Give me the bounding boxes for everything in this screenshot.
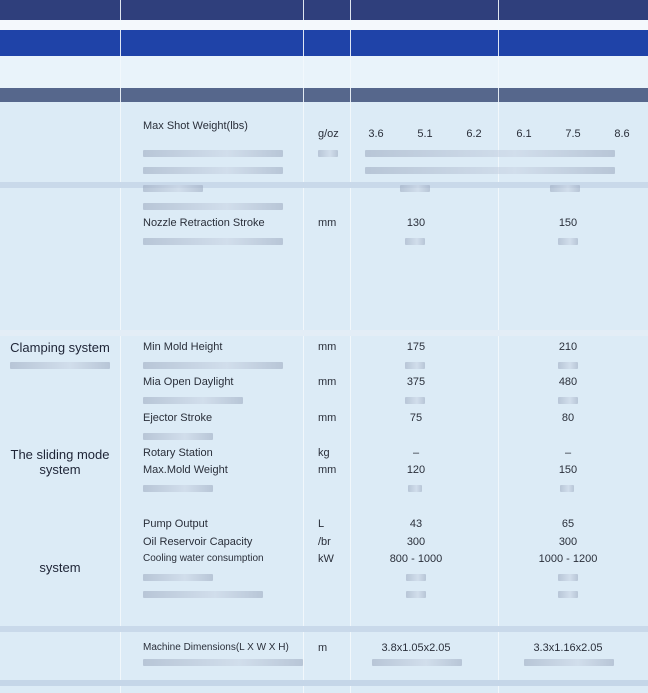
blurred-text <box>143 397 243 404</box>
value-cell: 75 <box>409 412 423 424</box>
blurred-text <box>143 362 283 369</box>
blurred-text <box>405 397 425 404</box>
value-cell: 150 <box>558 464 578 476</box>
table-row <box>0 341 648 359</box>
unit-label: g/oz <box>318 128 339 140</box>
unit-label: m <box>318 642 328 654</box>
row-band <box>0 680 648 686</box>
blurred-text <box>558 574 578 581</box>
value-cell: 800 - 1000 <box>389 553 443 565</box>
value-cell: 210 <box>558 341 578 353</box>
value-cell: 3.8x1.05x2.05 <box>381 642 451 654</box>
unit-label: L <box>318 518 325 530</box>
unit-label: mm <box>318 376 337 388</box>
blurred-text <box>560 485 574 492</box>
blurred-text <box>365 150 615 157</box>
value-cell: 7.5 <box>565 128 581 140</box>
table-row <box>0 464 648 482</box>
value-cell: 300 <box>406 536 426 548</box>
blurred-text <box>524 659 614 666</box>
value-cell: 1000 - 1200 <box>538 553 598 565</box>
value-cell: 43 <box>409 518 423 530</box>
value-cell: 65 <box>561 518 575 530</box>
value-cell: 300 <box>558 536 578 548</box>
unit-label: kW <box>318 553 334 565</box>
value-cell: 130 <box>406 217 426 229</box>
value-cell: 8.6 <box>614 128 630 140</box>
value-cell: 480 <box>558 376 578 388</box>
blurred-text <box>550 185 580 192</box>
blurred-text <box>143 185 203 192</box>
table-row <box>0 447 648 465</box>
blurred-text <box>143 659 303 666</box>
value-cell: 6.1 <box>516 128 532 140</box>
blurred-text <box>365 167 615 174</box>
unit-label: mm <box>318 464 337 476</box>
unit-label: /br <box>318 536 331 548</box>
blurred-text <box>318 150 338 157</box>
table-row <box>0 642 648 660</box>
header-dark-band <box>0 88 648 102</box>
value-cell: 3.6 <box>368 128 384 140</box>
blurred-text <box>143 433 213 440</box>
value-cell: 175 <box>406 341 426 353</box>
table-row <box>0 376 648 394</box>
blurred-text <box>143 591 263 598</box>
param-label: Rotary Station <box>143 447 213 459</box>
blurred-text <box>400 185 430 192</box>
unit-label: mm <box>318 412 337 424</box>
blurred-text <box>405 238 425 245</box>
value-cell: – <box>412 447 420 459</box>
param-label: Cooling water consumption <box>143 553 264 564</box>
value-cell: 5.1 <box>417 128 433 140</box>
header-blue-bar <box>0 30 648 56</box>
blurred-text <box>143 574 213 581</box>
header-top-bar <box>0 0 648 20</box>
blurred-text <box>143 167 283 174</box>
table-row <box>0 412 648 430</box>
value-cell: 3.3x1.16x2.05 <box>533 642 603 654</box>
row-band <box>0 626 648 632</box>
param-label: Nozzle Retraction Stroke <box>143 217 265 229</box>
param-label: Mia Open Daylight <box>143 376 234 388</box>
value-cell: 120 <box>406 464 426 476</box>
table-row <box>0 217 648 235</box>
param-label: Pump Output <box>143 518 208 530</box>
blurred-text <box>408 485 422 492</box>
param-label: Max.Mold Weight <box>143 464 228 476</box>
param-label: Ejector Stroke <box>143 412 213 424</box>
value-cell: 80 <box>561 412 575 424</box>
blurred-text <box>558 591 578 598</box>
value-cell: 6.2 <box>466 128 482 140</box>
value-cell: – <box>564 447 572 459</box>
unit-label: mm <box>318 217 337 229</box>
table-row <box>0 128 648 146</box>
header-light-band <box>0 56 648 88</box>
section-label: system <box>39 560 81 575</box>
blurred-text <box>558 238 578 245</box>
unit-label: kg <box>318 447 330 459</box>
blurred-text <box>405 362 425 369</box>
param-label: Machine Dimensions(L X W X H) <box>143 642 289 653</box>
blurred-text <box>406 591 426 598</box>
table-row <box>0 518 648 536</box>
blurred-text <box>143 485 213 492</box>
section-label: The sliding mode system <box>10 447 110 477</box>
header-gap <box>0 20 648 30</box>
blurred-text <box>558 362 578 369</box>
blurred-text <box>406 574 426 581</box>
blurred-text <box>143 203 283 210</box>
value-cell: 150 <box>558 217 578 229</box>
param-label: Min Mold Height <box>143 341 223 353</box>
blurred-text <box>558 397 578 404</box>
blurred-text <box>143 238 283 245</box>
blurred-text <box>10 362 110 369</box>
param-label: Oil Reservoir Capacity <box>143 536 253 548</box>
value-cell: 375 <box>406 376 426 388</box>
row-band <box>0 330 648 336</box>
blurred-text <box>372 659 462 666</box>
unit-label: mm <box>318 341 337 353</box>
table-row <box>0 536 648 554</box>
section-label: Clamping system <box>10 340 110 355</box>
param-label: Max Shot Weight(lbs) <box>143 120 248 132</box>
blurred-text <box>143 150 283 157</box>
